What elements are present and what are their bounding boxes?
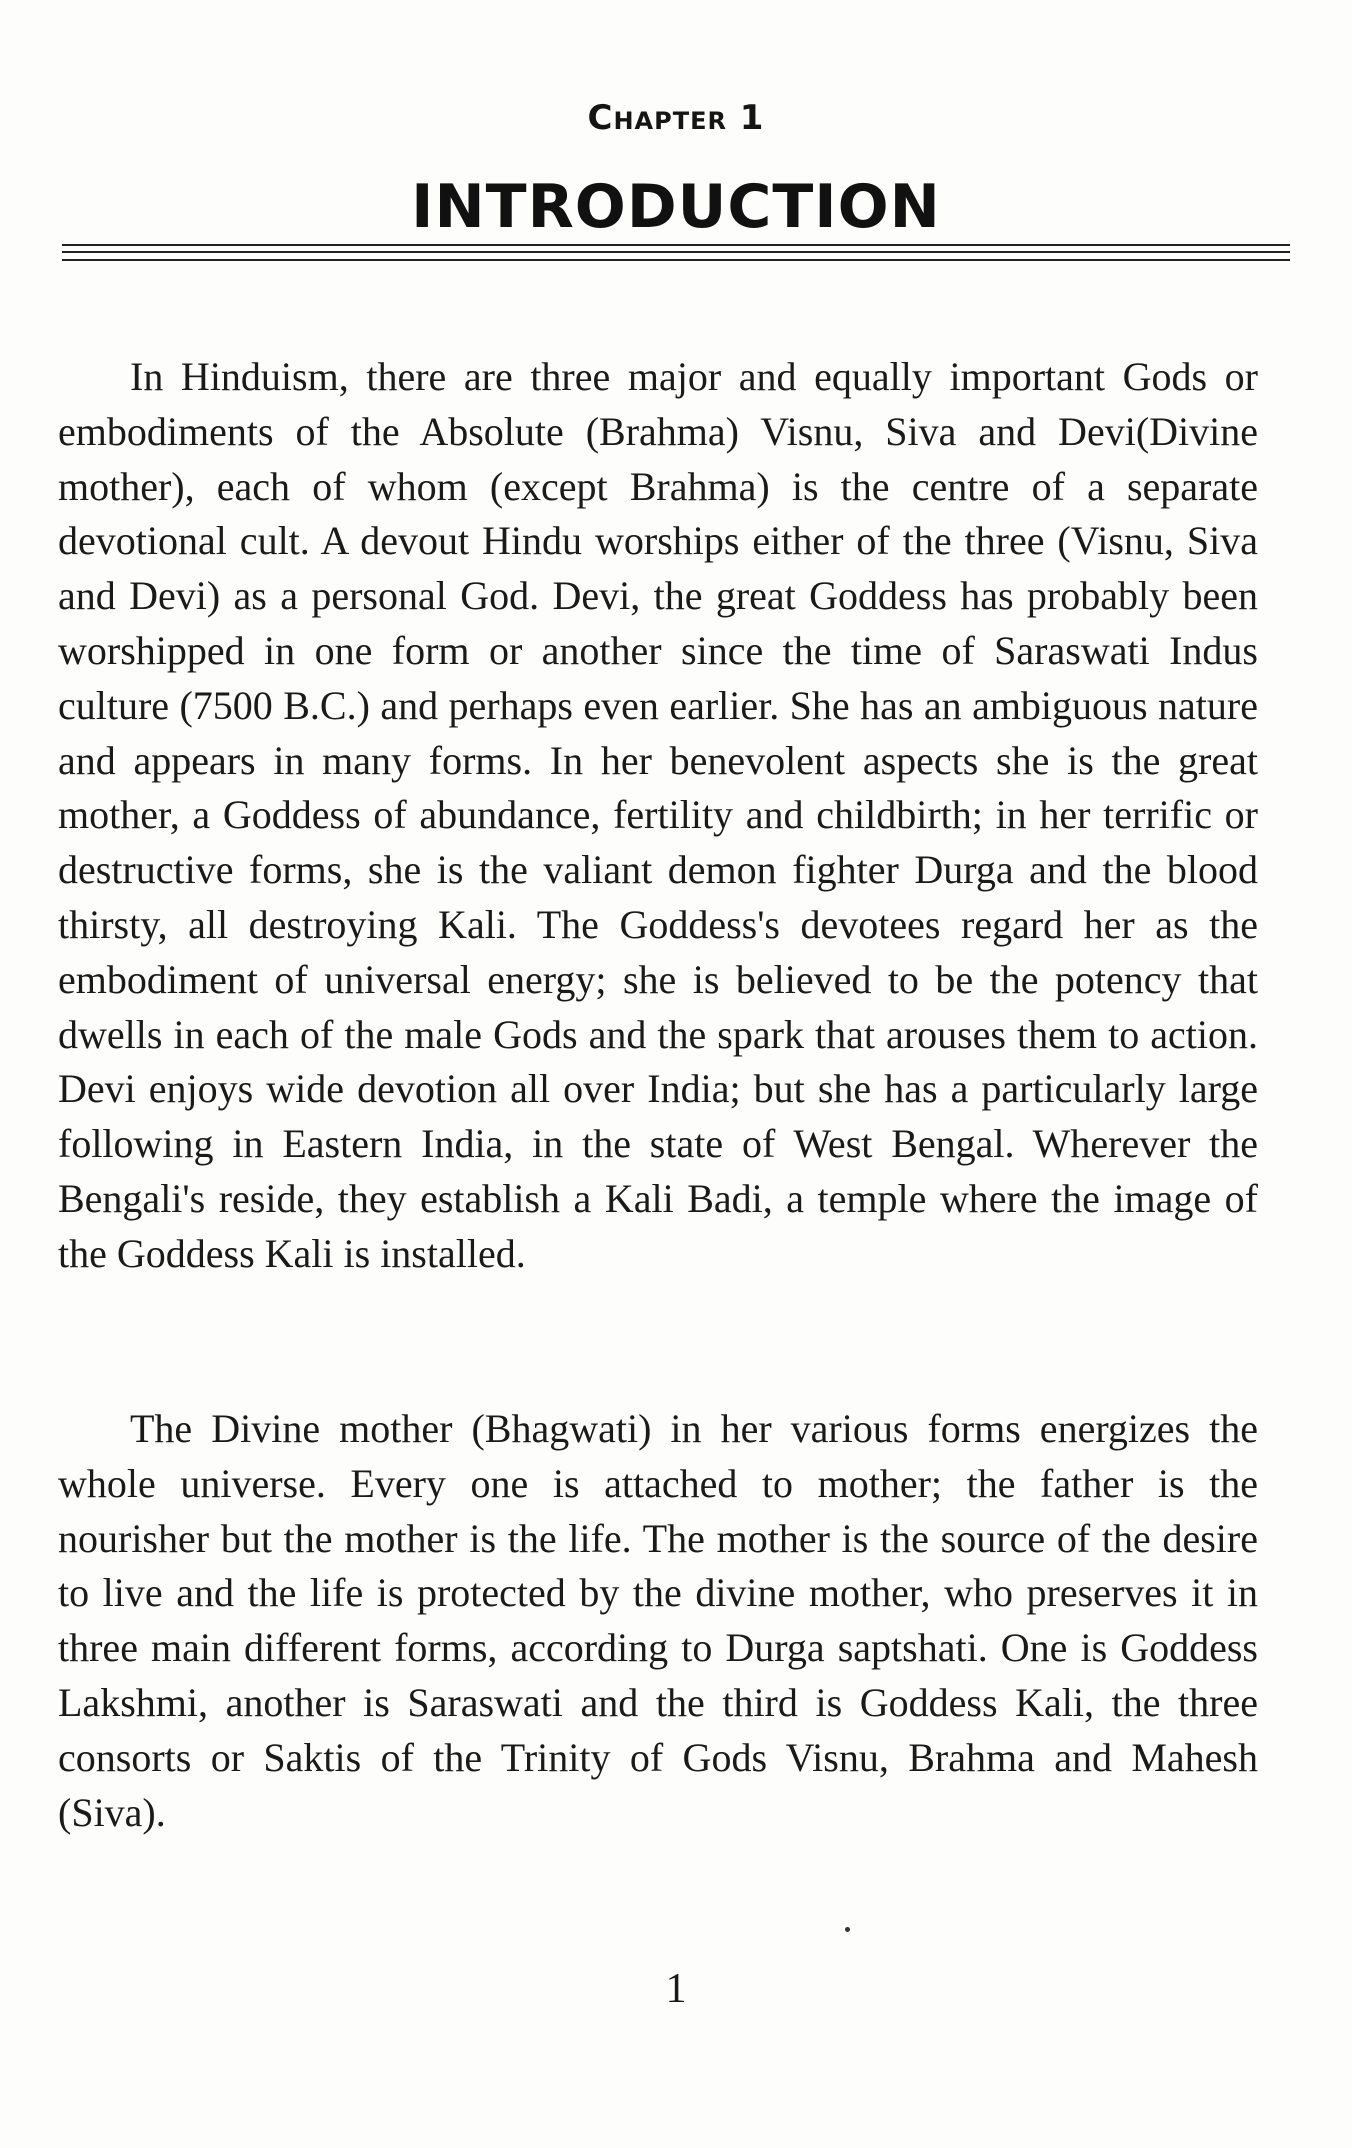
paragraph-2: The Divine mother (Bhagwati) in her various forms energizes the whole universe. Every one is attached to mother; the father is the nourisher but the mother is the life. The mother is the source of the desire to live and the life is protected by the divine mother, who preserves it in three main different forms, according to Durga saptshati. One is Goddess Lakshmi, another is Saraswati and the third is Goddess Kali, the three consorts or Saktis of the Trinity of Gods Visnu, Brahma and Mahesh (Siva).: [58, 1406, 1258, 1835]
title-rule-middle: [62, 251, 1290, 253]
chapter-title: INTRODUCTION: [411, 172, 941, 242]
title-rule-top: [62, 244, 1290, 246]
page-number: 1: [665, 1966, 687, 2012]
print-speck: [845, 1927, 850, 1932]
chapter-label: Chapter 1: [587, 98, 765, 138]
title-rule-bottom: [62, 259, 1290, 261]
paragraph-1: In Hinduism, there are three major and equally important Gods or embodiments of the Absolute (Brahma) Visnu, Siva and Devi(Divine mother), each of whom (except Brahma) is the centre of a separate devotional cult. A devout Hindu worships either of the three (Visnu, Siva and Devi) as a personal God. Devi, the great Goddess has probably been worshipped in one form or another since the time of Saraswati Indus culture (7500 B.C.) and perhaps even earlier. She has an ambiguous nature and appears in many forms. In her benevolent aspects she is the great mother, a Goddess of abundance, fertility and childbirth; in her terrific or destructive forms, she is the valiant demon fighter Durga and the blood thirsty, all destroying Kali. The Goddess's devotees regard her as the embodiment of universal energy; she is believed to be the potency that dwells in each of the male Gods and the spark that arouses them to action. Devi enjoys wide devotion all over India; but she has a particularly large following in Eastern India, in the state of West Bengal. Wherever the Bengali's reside, they establish a Kali Badi, a temple where the image of the Goddess Kali is installed.: [58, 354, 1258, 1276]
